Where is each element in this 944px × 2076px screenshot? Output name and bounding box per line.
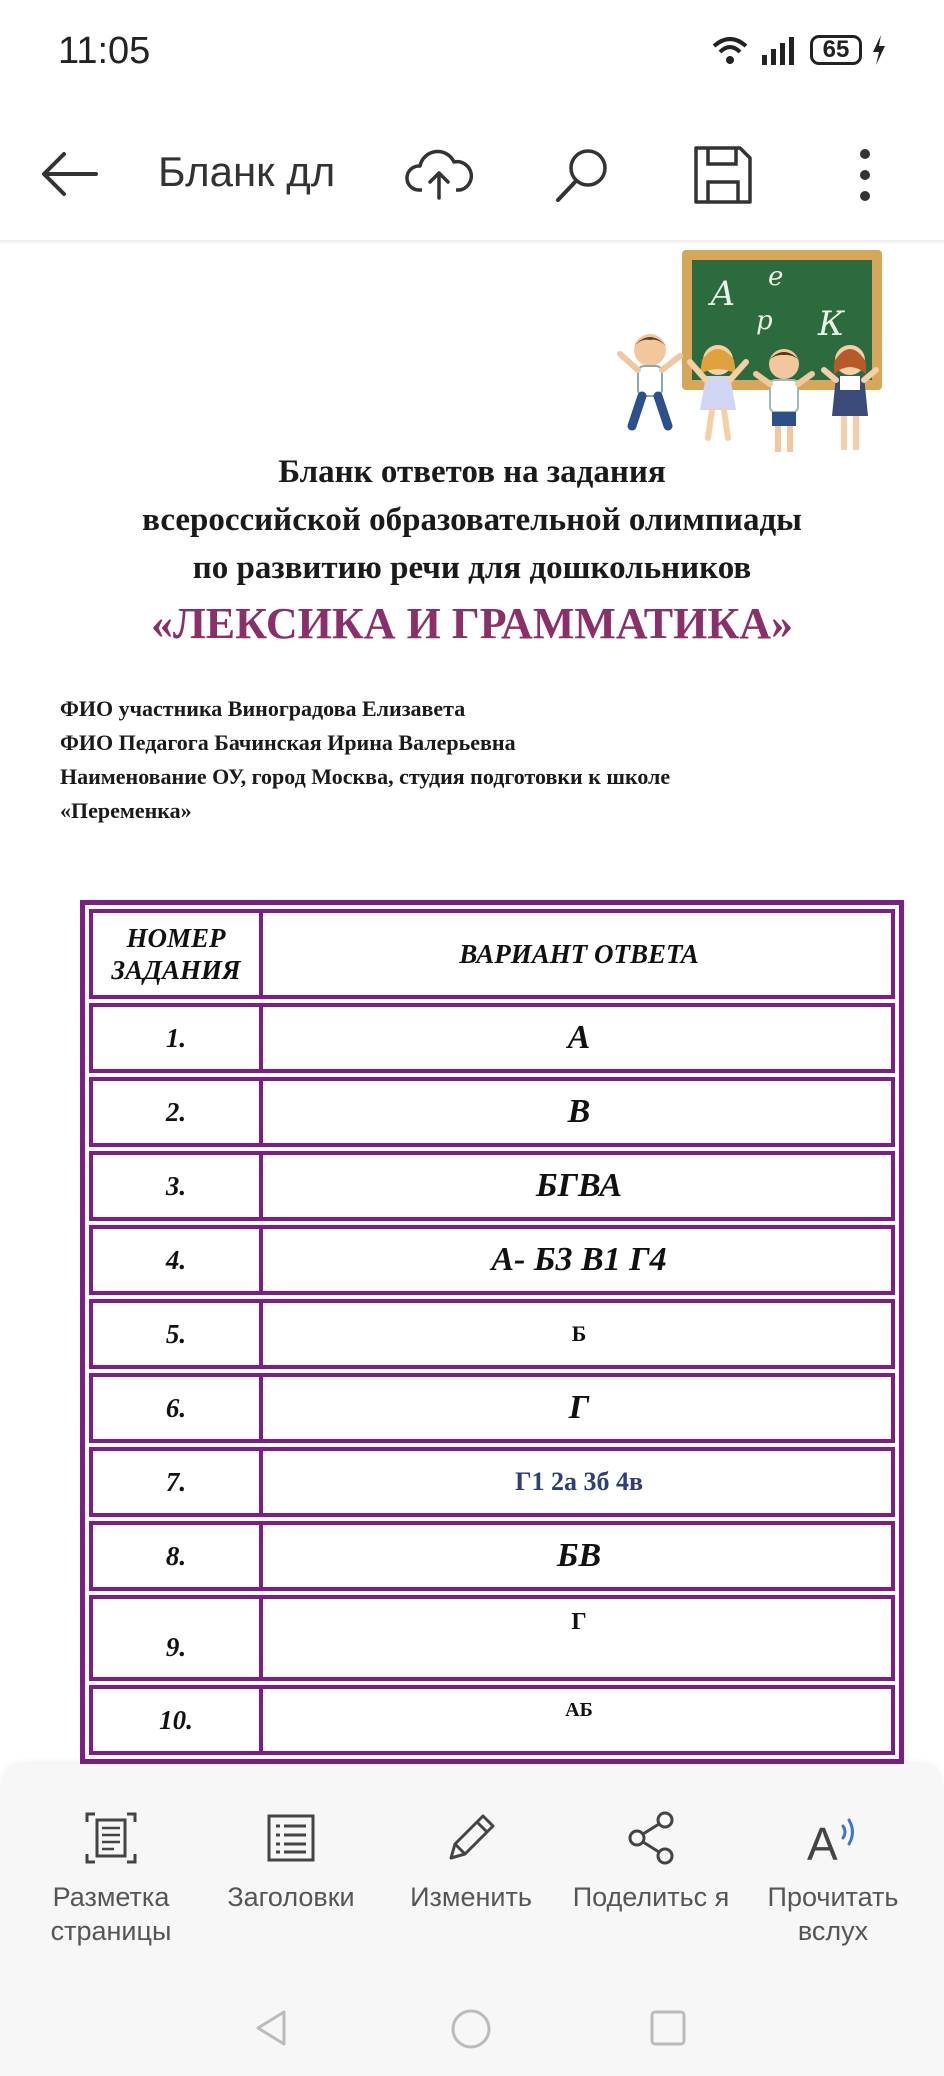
teacher-name: ФИО Педагога Бачинская Ирина Валерьевна xyxy=(60,730,516,755)
child-illustration xyxy=(752,344,816,456)
table-header-row xyxy=(89,909,895,999)
task-number: 1. xyxy=(93,1007,263,1069)
signal-icon xyxy=(760,35,800,65)
page-layout-icon xyxy=(81,1808,141,1868)
battery-icon: 65 xyxy=(810,35,862,65)
task-number: 5. xyxy=(93,1303,263,1365)
read-aloud-button[interactable] xyxy=(748,1808,918,1948)
page-layout-button[interactable] xyxy=(26,1808,196,1948)
task-answer: БГВА xyxy=(535,1167,623,1204)
headings-icon xyxy=(261,1808,321,1868)
edit-pencil-icon xyxy=(441,1808,501,1868)
chalkboard-letter: К xyxy=(818,304,845,344)
table-row xyxy=(89,1225,895,1295)
chalkboard-letter: е xyxy=(768,262,784,292)
table-row xyxy=(89,1595,895,1681)
share-label: Поделитьс я xyxy=(572,1882,730,1912)
share-icon xyxy=(621,1808,681,1868)
table-row xyxy=(89,1447,895,1517)
cloud-upload-icon[interactable] xyxy=(404,140,474,210)
share-button[interactable] xyxy=(566,1808,736,1914)
system-nav-bar xyxy=(0,1974,944,2076)
task-number: 10. xyxy=(93,1689,263,1751)
heading-line: Бланк ответов на задания xyxy=(278,454,666,490)
task-answer: Г xyxy=(571,1609,587,1635)
task-answer: АБ xyxy=(565,1699,593,1721)
column-header-answer: ВАРИАНТ ОТВЕТА xyxy=(459,938,699,969)
task-number: 2. xyxy=(93,1081,263,1143)
task-answer: Г xyxy=(568,1389,590,1426)
wifi-icon xyxy=(710,34,750,66)
headings-button[interactable] xyxy=(206,1808,376,1914)
chalkboard-letter: А xyxy=(710,274,736,314)
organization-name-continued: «Переменка» xyxy=(60,798,192,823)
status-icons xyxy=(710,34,886,66)
nav-recents-icon[interactable] xyxy=(648,2008,688,2048)
document-subtitle: «ЛЕКСИКА И ГРАММАТИКА» xyxy=(150,599,794,648)
document-title: Бланк дл xyxy=(158,148,336,195)
task-number: 6. xyxy=(93,1377,263,1439)
task-answer: Г1 2а 3б 4в xyxy=(514,1467,644,1496)
read-aloud-icon xyxy=(803,1808,863,1868)
page-layout-label: Разметка страницы xyxy=(50,1882,172,1946)
table-row xyxy=(89,1077,895,1147)
table-row xyxy=(89,1003,895,1073)
table-row xyxy=(89,1685,895,1755)
save-icon[interactable] xyxy=(688,140,758,210)
more-vert-icon[interactable] xyxy=(830,140,900,210)
edit-button[interactable] xyxy=(386,1808,556,1914)
table-row xyxy=(89,1299,895,1369)
task-number: 3. xyxy=(93,1155,263,1217)
table-row xyxy=(89,1151,895,1221)
task-number: 4. xyxy=(93,1229,263,1291)
charging-icon xyxy=(872,35,886,65)
svg-text:A: A xyxy=(807,1818,838,1868)
status-bar xyxy=(0,0,944,110)
task-answer: А xyxy=(567,1019,591,1056)
organization-name: Наименование ОУ, город Москва, студия подготовки к школе xyxy=(60,764,671,789)
column-header-task-number: НОМЕР ЗАДАНИЯ xyxy=(93,913,263,995)
table-row xyxy=(89,1521,895,1591)
bottom-toolbar xyxy=(0,1764,944,1974)
heading-line: по развитию речи для дошкольников xyxy=(192,550,752,586)
edit-label: Изменить xyxy=(410,1882,532,1912)
app-bar xyxy=(0,118,944,238)
nav-home-icon[interactable] xyxy=(450,2008,492,2050)
task-number: 9. xyxy=(93,1599,263,1677)
heading-line: всероссийской образовательной олимпиады xyxy=(142,502,802,538)
task-number: 8. xyxy=(93,1525,263,1587)
search-icon[interactable] xyxy=(548,140,618,210)
read-aloud-label: Прочитать вслух xyxy=(767,1882,899,1946)
back-arrow-icon[interactable] xyxy=(38,142,102,206)
participant-name: ФИО участника Виноградова Елизавета xyxy=(60,696,466,721)
task-answer: БВ xyxy=(556,1537,602,1574)
task-answer: Б xyxy=(571,1321,587,1346)
child-illustration xyxy=(686,340,750,444)
task-number: 7. xyxy=(93,1451,263,1513)
headings-label: Заголовки xyxy=(227,1882,355,1912)
child-illustration xyxy=(614,328,686,440)
task-answer: В xyxy=(567,1093,591,1130)
answers-table xyxy=(80,900,904,1764)
table-row xyxy=(89,1373,895,1443)
status-time: 11:05 xyxy=(58,30,151,72)
child-illustration xyxy=(818,340,882,456)
nav-back-icon[interactable] xyxy=(252,2008,292,2048)
task-answer: А- Б3 В1 Г4 xyxy=(491,1241,667,1278)
chalkboard-letter: р xyxy=(756,306,773,336)
